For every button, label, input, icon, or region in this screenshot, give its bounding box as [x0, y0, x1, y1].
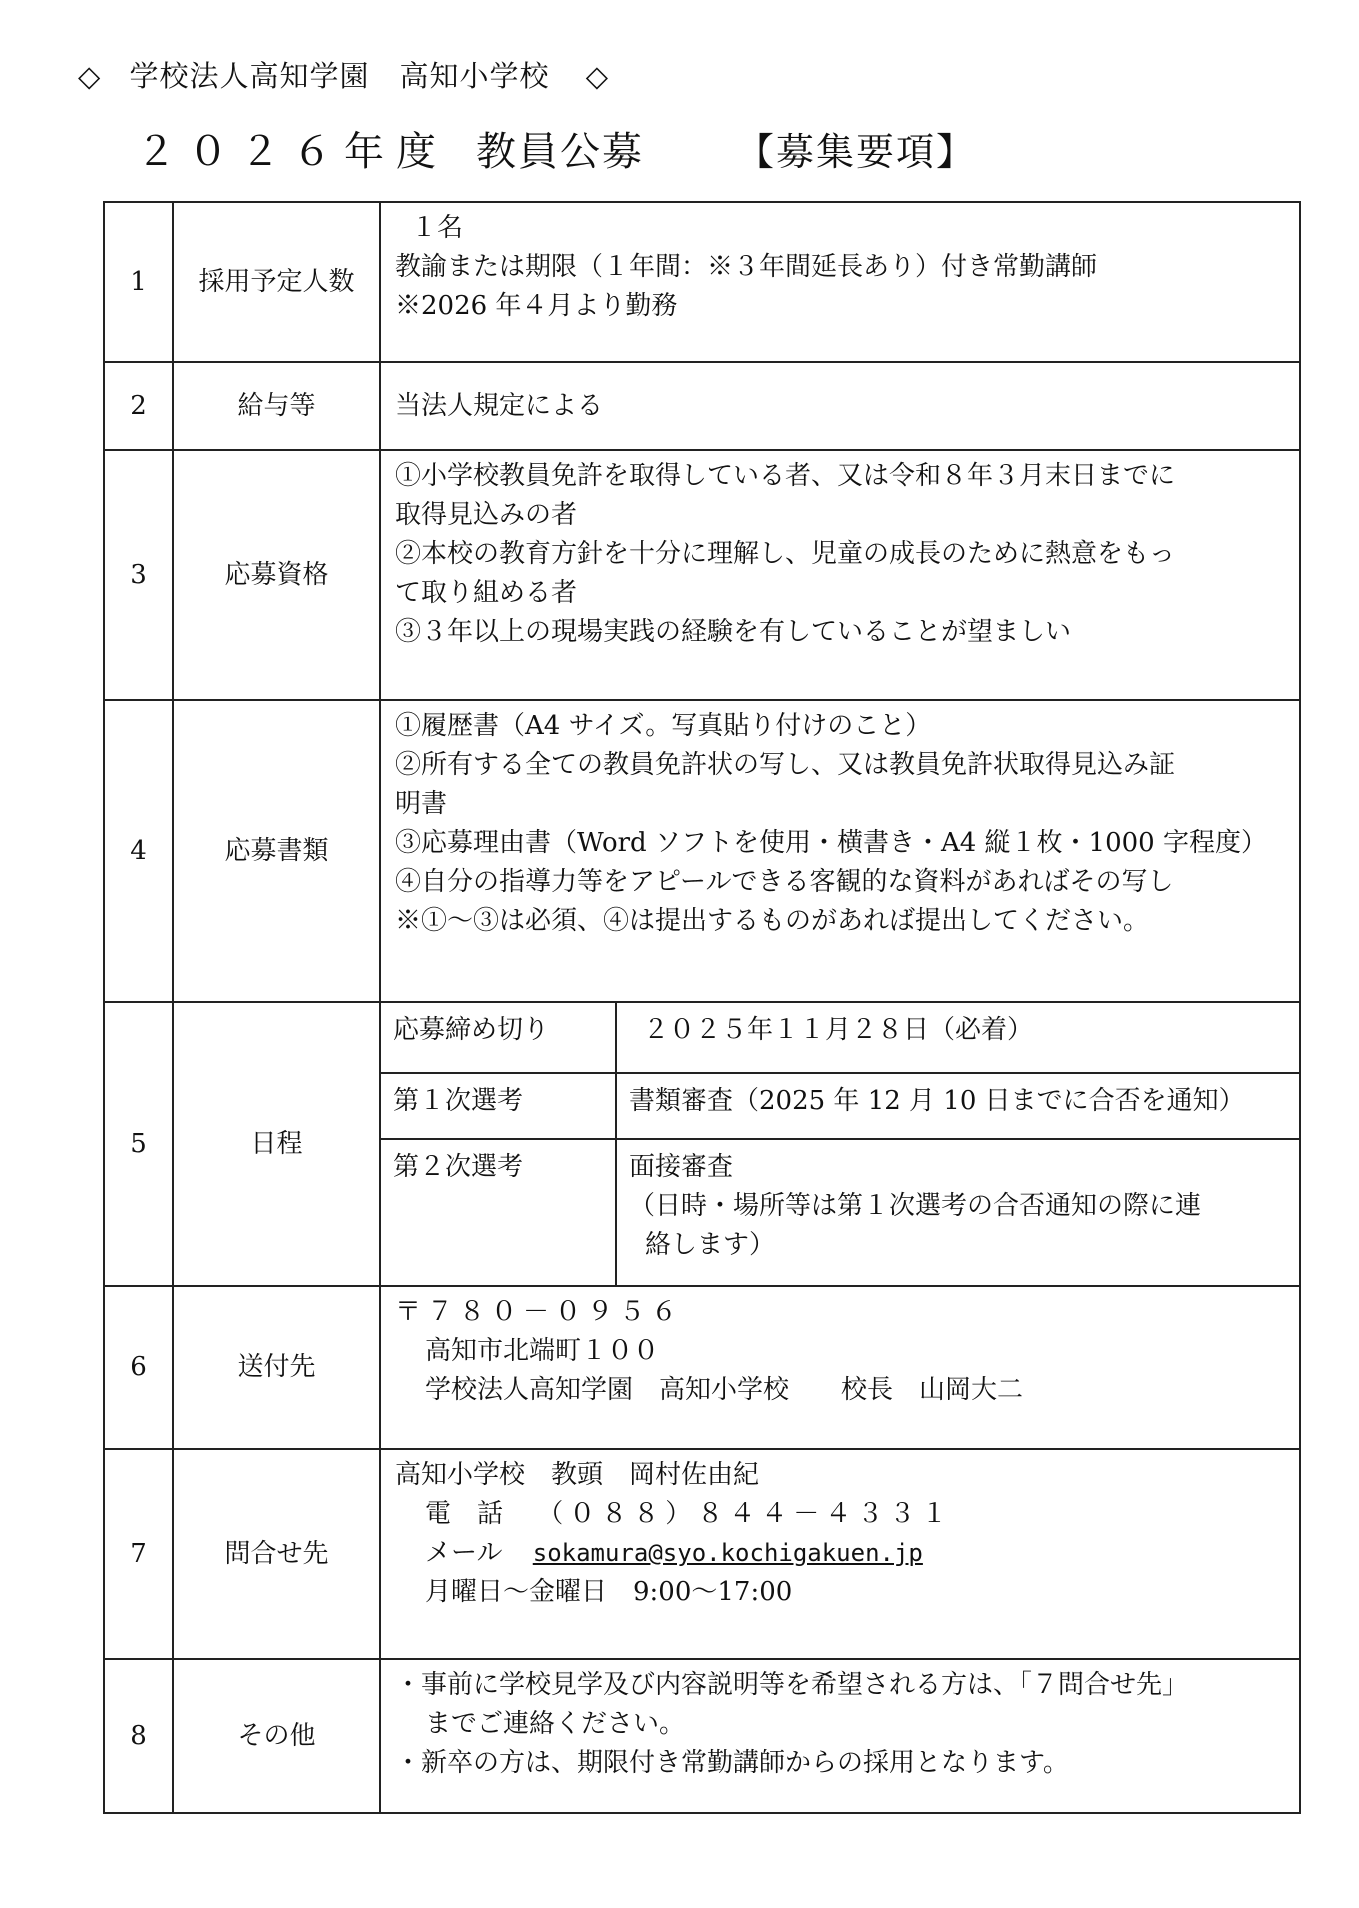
schedule-detail [616, 1003, 1299, 1073]
row-number: 6 [104, 1286, 173, 1449]
document-header [78, 54, 609, 95]
table-row [104, 362, 1300, 450]
diamond-right-icon: ◇ [585, 59, 610, 93]
schedule-item: 第２次選考 [381, 1139, 616, 1285]
content-line: ①履歴書（A4 サイズ。写真貼り付けのこと） [395, 711, 932, 741]
content-line: １名 [411, 213, 464, 243]
content-line: 教諭または期限（１年間：※３年間延長あり）付き常勤講師 [395, 252, 1098, 282]
postal-code: 〒７８０－０９５６ [395, 1297, 684, 1327]
content-line: 明書 [395, 789, 448, 819]
row-label: 応募書類 [173, 700, 380, 1002]
row-content [380, 362, 1300, 450]
content-line: ・新卒の方は、期限付き常勤講師からの採用となります。 [395, 1748, 1069, 1778]
row-label: 日程 [173, 1002, 380, 1286]
row-content [380, 1449, 1300, 1659]
schedule-detail [616, 1139, 1299, 1285]
row-content [380, 700, 1300, 1002]
table-row [104, 450, 1300, 700]
row-content [380, 1659, 1300, 1813]
row-label: 採用予定人数 [173, 202, 380, 362]
phone-label: 電 話 [425, 1499, 504, 1529]
mail-label: メール [425, 1538, 503, 1568]
phone-number[interactable]: （０８８）８４４－４３３１ [537, 1499, 954, 1529]
title-year: ２０２６年度 [136, 129, 448, 175]
content-line: 取得見込みの者 [395, 500, 578, 530]
schedule-row [381, 1139, 1299, 1285]
content-line: ②本校の教育方針を十分に理解し、児童の成長のために熱意をもっ [395, 539, 1176, 569]
schedule-detail-line: 書類審査（2025 年 12 月 10 日までに合否を通知） [629, 1086, 1245, 1116]
schedule-item: 応募締め切り [381, 1003, 616, 1073]
row-number: 7 [104, 1449, 173, 1659]
content-line: て取り組める者 [395, 578, 578, 608]
table-row [104, 202, 1300, 362]
schedule-detail [616, 1073, 1299, 1139]
contact-hours: 月曜日～金曜日 9:00～17:00 [425, 1577, 793, 1607]
schedule-detail-line: ２０２５年１１月２８日（必着） [643, 1015, 1034, 1045]
page-title [136, 120, 976, 177]
row-number: 2 [104, 362, 173, 450]
recipient-line: 学校法人高知学園 高知小学校 校長 山岡大二 [425, 1375, 1024, 1405]
row-content [380, 1286, 1300, 1449]
content-line: ※2026 年４月より勤務 [395, 291, 678, 321]
schedule-table [381, 1003, 1299, 1285]
content-line: ③応募理由書（Word ソフトを使用・横書き・A4 縦１枚・1000 字程度） [395, 828, 1267, 858]
title-bracket: 【募集要項】 [736, 130, 977, 174]
schedule-detail-line: 絡します） [645, 1230, 776, 1260]
row-number: 4 [104, 700, 173, 1002]
row-label: 送付先 [173, 1286, 380, 1449]
row-label: 給与等 [173, 362, 380, 450]
row-number: 8 [104, 1659, 173, 1813]
row-content [380, 202, 1300, 362]
contact-name: 高知小学校 教頭 岡村佐由紀 [395, 1460, 760, 1490]
content-line: までご連絡ください。 [425, 1709, 686, 1739]
schedule-row [381, 1073, 1299, 1139]
row-number: 3 [104, 450, 173, 700]
row-number: 5 [104, 1002, 173, 1286]
table-row [104, 1002, 1300, 1286]
content-line: ③３年以上の現場実践の経験を有していることが望ましい [395, 617, 1072, 647]
content-line: ①小学校教員免許を取得している者、又は令和８年３月末日までに [395, 461, 1176, 491]
row-label: その他 [173, 1659, 380, 1813]
recruitment-table [103, 201, 1301, 1814]
content-line: ②所有する全ての教員免許状の写し、又は教員免許状取得見込み証 [395, 750, 1176, 780]
row-label: 問合せ先 [173, 1449, 380, 1659]
table-row [104, 1659, 1300, 1813]
email-link[interactable]: sokamura@syo.kochigakuen.jp [532, 1539, 923, 1567]
schedule-item: 第１次選考 [381, 1073, 616, 1139]
address-line: 高知市北端町１００ [425, 1336, 660, 1366]
table-row [104, 700, 1300, 1002]
table-row [104, 1286, 1300, 1449]
row-number: 1 [104, 202, 173, 362]
content-line: 当法人規定による [395, 390, 604, 421]
schedule-cell [380, 1002, 1300, 1286]
table-row [104, 1449, 1300, 1659]
schedule-detail-line: （日時・場所等は第１次選考の合否通知の際に連 [629, 1191, 1202, 1221]
content-line: ※①～③は必須、④は提出するものがあれば提出してください。 [395, 906, 1150, 936]
row-content [380, 450, 1300, 700]
title-kind: 教員公募 [476, 129, 644, 175]
schedule-row [381, 1003, 1299, 1073]
schedule-detail-line: 面接審査 [629, 1152, 734, 1182]
content-line: ④自分の指導力等をアピールできる客観的な資料があればその写し [395, 867, 1174, 897]
contact-mail-row [395, 1534, 1287, 1573]
school-name: 学校法人高知学園 高知小学校 [129, 59, 550, 93]
content-line: ・事前に学校見学及び内容説明等を希望される方は、「７問合せ先」 [395, 1670, 1189, 1700]
diamond-left-icon: ◇ [78, 59, 102, 93]
contact-phone-row [395, 1495, 1287, 1534]
row-label: 応募資格 [173, 450, 380, 700]
